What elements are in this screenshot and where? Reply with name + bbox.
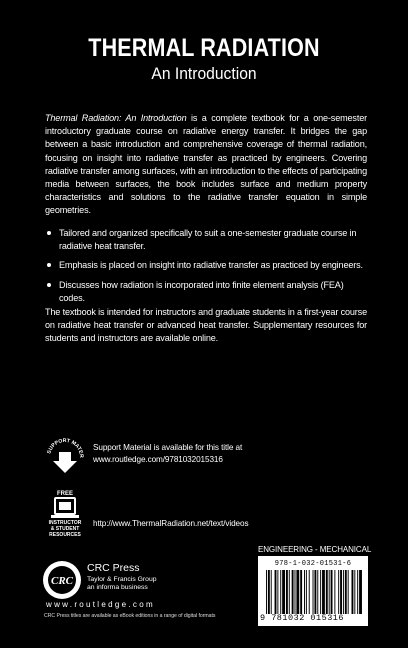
barcode-bar: [340, 570, 342, 614]
barcode-bar: [268, 570, 270, 614]
barcode-bar: [292, 570, 294, 614]
instructor-resources-badge-icon: [45, 488, 85, 538]
support-text: [93, 442, 242, 466]
barcode-bar: [289, 570, 290, 614]
barcode-bar: [304, 570, 305, 614]
barcode-bar: [277, 570, 278, 614]
barcode-bar: [329, 570, 330, 614]
barcode-bar: [300, 570, 302, 614]
barcode-bar: [338, 570, 339, 614]
barcode-bar: [275, 570, 277, 614]
barcode-bar: [345, 570, 347, 614]
barcode-bar: [317, 570, 318, 614]
barcode-bar: [334, 570, 335, 614]
support-url[interactable]: www.routledge.com/9781032015316: [93, 455, 223, 464]
barcode-bar: [313, 570, 314, 614]
barcode-bar: [357, 570, 358, 614]
support-line-1: Support Material is available for this title at: [93, 443, 243, 452]
barcode-bar: [343, 570, 344, 614]
publisher-name: CRC Press: [87, 562, 140, 574]
support-material-row: [45, 437, 242, 475]
book-subtitle: An Introduction: [151, 64, 257, 83]
barcode-bar: [282, 570, 285, 614]
free-resources-row: [45, 488, 248, 538]
barcode-bar: [271, 570, 272, 614]
barcode-bar: [322, 570, 325, 614]
barcode-bar: [286, 570, 288, 614]
publisher-business: an informa business: [87, 584, 148, 591]
book-title: THERMAL RADIATION: [88, 34, 320, 62]
barcode-bar: [348, 570, 349, 614]
publisher-block: [87, 562, 157, 591]
feature-item: Emphasis is placed on insight into radiative transfer as practiced by engineers.: [45, 259, 367, 272]
badge-free-label: FREE: [56, 491, 74, 497]
badge-line-1: INSTRUCTOR: [48, 520, 82, 526]
intro-paragraph: [45, 112, 367, 218]
barcode-bar: [314, 570, 316, 614]
barcode-bar: [309, 570, 310, 614]
barcode-bar: [352, 570, 354, 614]
barcode-bar: [320, 570, 321, 614]
publisher-group: Taylor & Francis Group: [87, 576, 157, 583]
barcode-bar: [359, 570, 362, 614]
publisher-website[interactable]: www.routledge.com: [46, 600, 155, 609]
barcode-bar: [266, 570, 267, 614]
isbn-barcode: [258, 556, 368, 626]
ebook-footnote: CRC Press titles are available as eBook editions in a range of digital formats: [44, 613, 216, 619]
barcode-bars: [266, 570, 362, 614]
barcode-bar: [306, 570, 307, 614]
barcode-bar: [296, 570, 299, 614]
badge-line-3: RESOURCES: [49, 532, 81, 538]
barcode-bar: [331, 570, 333, 614]
barcode-bar: [280, 570, 281, 614]
intro-text: is a complete textbook for a one-semester introductory graduate course on radiative energy transfer. It bridges the gap between a basic introduction and comprehensive coverage of thermal radiation, focusing on insight into radiative transfer as practiced by engineers. Covering radiative transfer among surfaces, with an introduction to the effects of participating media between surfaces, the book includes surface and medium property characteristics and solutions to the radiative transfer equation in simple geometries.: [45, 113, 367, 216]
support-material-icon: [45, 437, 85, 475]
closing-paragraph: The textbook is intended for instructors and graduate students in a first-year course on radiative heat transfer or advanced heat transfer. Supplementary resources for students and instructors are available online.: [45, 307, 367, 344]
intro-book-title: Thermal Radiation: An Introduction: [45, 113, 187, 123]
subject-category: ENGINEERING - MECHANICAL: [258, 545, 372, 554]
badge-line-2: & STUDENT: [50, 526, 80, 532]
crc-press-logo: [42, 560, 82, 600]
crc-logo-text: CRC: [50, 575, 74, 587]
resources-url[interactable]: http://www.ThermalRadiation.net/text/videos: [93, 518, 249, 528]
barcode-bar: [326, 570, 328, 614]
feature-item: Tailored and organized specifically to suit a one-semester graduate course in radiative heat transfer.: [45, 227, 367, 253]
feature-item: Discusses how radiation is incorporated into finite element analysis (FEA) codes.: [45, 279, 367, 305]
barcode-bar: [354, 570, 355, 614]
feature-list: [45, 227, 367, 311]
isbn-number: 978-1-032-01531-6: [274, 560, 352, 568]
support-icon-label: SUPPORT MATER: [46, 437, 85, 459]
barcode-digits: 9 781032 015316: [260, 613, 345, 623]
barcode-bar: [295, 570, 296, 614]
